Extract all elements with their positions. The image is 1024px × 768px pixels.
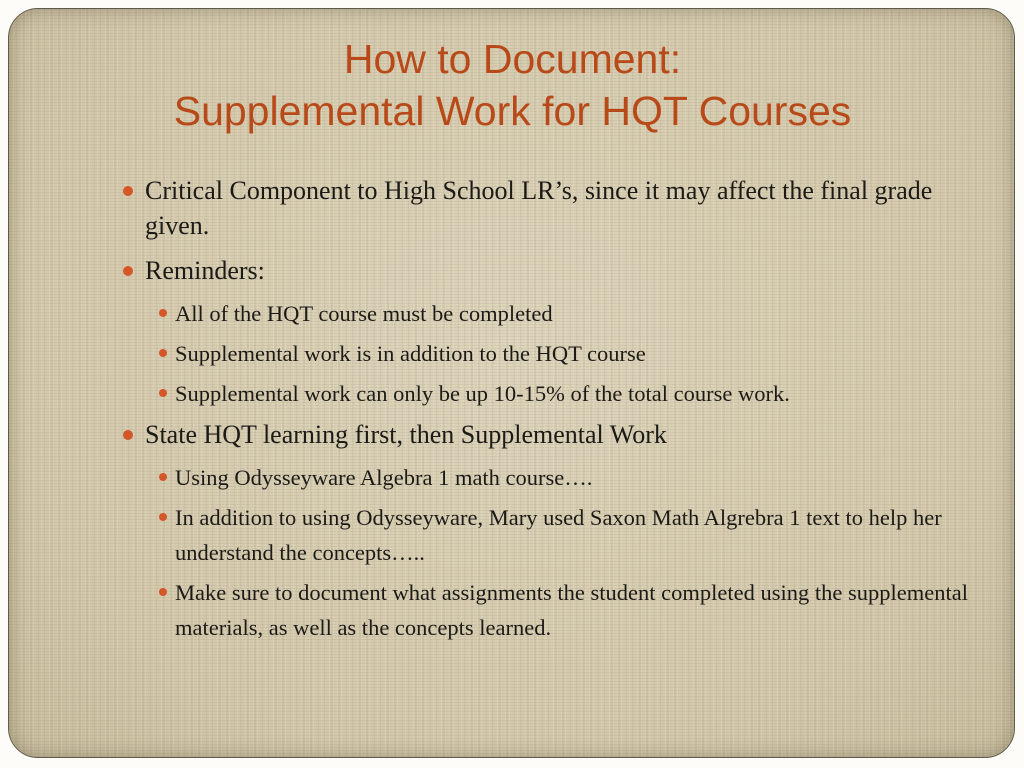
bullet-icon [123,430,133,440]
bullet-item-critical-component [119,173,979,243]
sub-bullet-text: All of the HQT course must be completed [175,301,553,326]
sub-bullet-item [119,500,979,570]
sub-bullet-item [119,575,979,645]
sub-bullet-item [119,296,979,331]
state-hqt-sub-list [119,460,979,645]
sub-bullet-text: Supplemental work is in addition to the HQT course [175,341,646,366]
sub-bullet-text: Make sure to document what assignments the student completed using the supplemental materials, as well as the concepts learned. [175,580,968,640]
reminders-sub-list [119,296,979,411]
bullet-item-reminders [119,253,979,288]
slide-title-line-2: Supplemental Work for HQT Courses [173,88,852,134]
sub-bullet-item [119,376,979,411]
sub-bullet-icon [159,473,167,481]
bullet-item-state-hqt [119,417,979,452]
bullet-text: Reminders: [145,256,265,285]
sub-bullet-icon [159,389,167,397]
slide-title-line-1: How to Document: [343,36,682,82]
bullet-icon [123,186,133,196]
sub-bullet-text: Using Odysseyware Algebra 1 math course…. [175,465,593,490]
sub-bullet-item [119,460,979,495]
slide [8,8,1015,758]
sub-bullet-item [119,336,979,371]
bullet-list [119,173,979,651]
bullet-icon [123,266,133,276]
sub-bullet-icon [159,349,167,357]
sub-bullet-icon [159,513,167,521]
slide-title [9,33,1015,137]
sub-bullet-text: Supplemental work can only be up 10-15% of the total course work. [175,381,790,406]
sub-bullet-icon [159,588,167,596]
sub-bullet-icon [159,309,167,317]
sub-bullet-text: In addition to using Odysseyware, Mary used Saxon Math Algrebra 1 text to help her understand the concepts….. [175,505,942,565]
bullet-text: State HQT learning first, then Supplemental Work [145,420,667,449]
bullet-text: Critical Component to High School LR’s, since it may affect the final grade given. [145,176,933,240]
